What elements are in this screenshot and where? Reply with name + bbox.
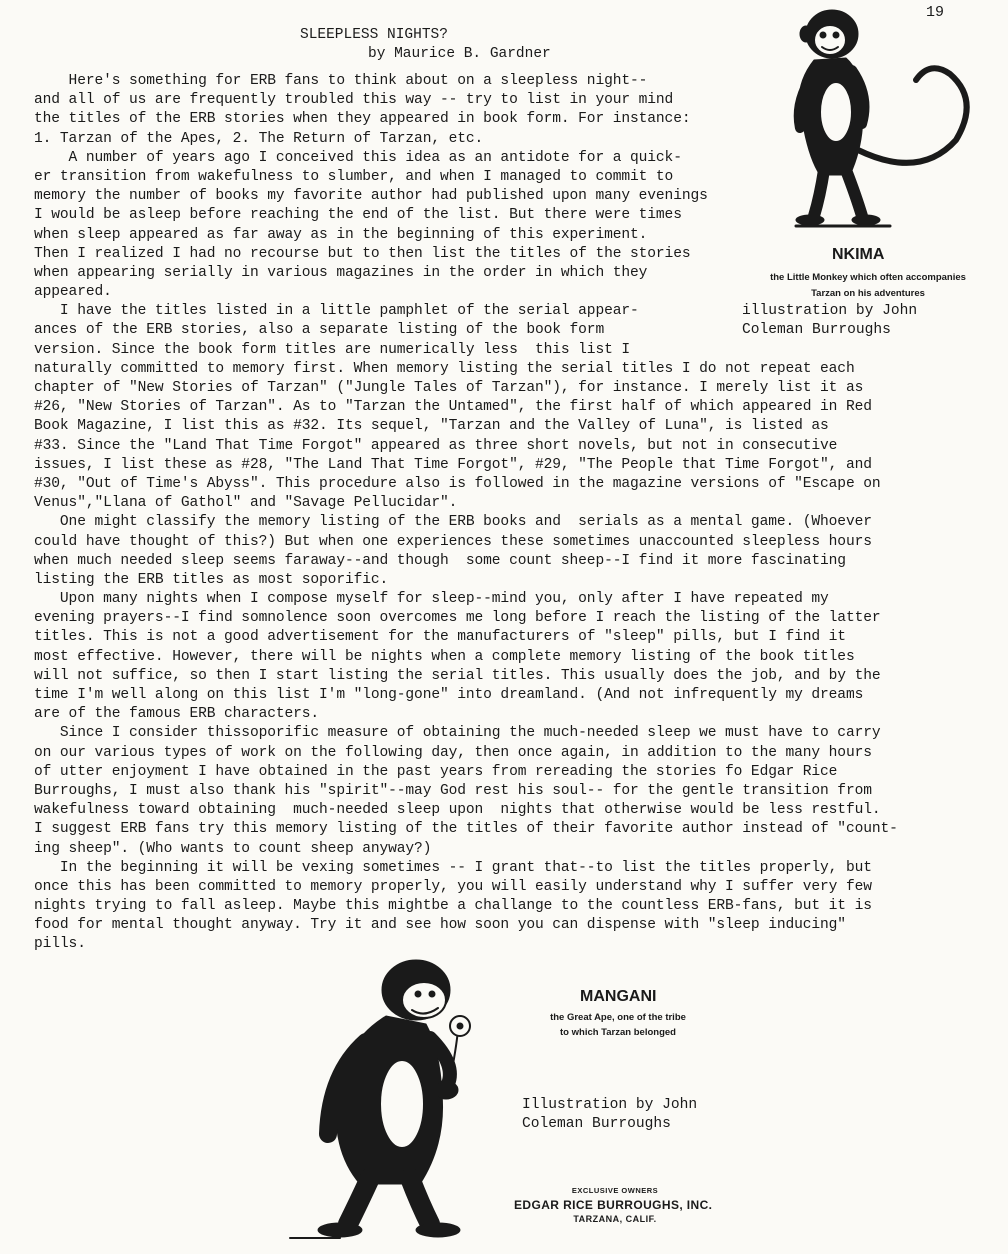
article-line: #26, "New Stories of Tarzan". As to "Tarzan the Untamed", the first half of which appeared in Red <box>34 399 872 416</box>
mangani-credit-line: Coleman Burroughs <box>522 1116 671 1132</box>
article-line: food for mental thought anyway. Try it and see how soon you can dispense with "sleep inducing" <box>34 917 846 934</box>
article-line: #30, "Out of Time's Abyss". This procedure also is followed in the magazine versions of "Escape on <box>34 475 881 492</box>
mangani-ape-illustration <box>270 954 510 1244</box>
article-line: the titles of the ERB stories when they appeared in book form. For instance: <box>34 111 691 128</box>
article-line: ing sheep". (Who wants to count sheep anyway?) <box>34 840 432 857</box>
article-title: SLEEPLESS NIGHTS? <box>300 27 448 43</box>
article-line: when appearing serially in various magazines in the order in which they <box>34 264 648 281</box>
article-header <box>300 26 551 64</box>
nkima-monkey-illustration <box>770 0 970 240</box>
article-line: 1. Tarzan of the Apes, 2. The Return of Tarzan, etc. <box>34 130 484 147</box>
article-line: most effective. However, there will be nights when a complete memory listing of the book titles <box>34 648 855 665</box>
article-line: on our various types of work on the following day, then once again, in addition to the many hours <box>34 744 872 761</box>
article-line: Since I consider thissoporific measure of obtaining the much-needed sleep we must have to carry <box>34 725 881 742</box>
article-line: evening prayers--I find somnolence soon overcomes me long before I reach the listing of the latter <box>34 610 881 627</box>
article-line: ances of the ERB stories, also a separate listing of the book form <box>34 322 605 339</box>
article-line: Here's something for ERB fans to think about on a sleepless night-- <box>34 73 648 89</box>
article-line: titles. This is not a good advertisement for the manufacturers of "sleep" pills, but I find it <box>34 629 846 646</box>
nkima-caption-title: NKIMA <box>832 246 885 263</box>
article-line: are of the famous ERB characters. <box>34 706 320 723</box>
article-line: listing the ERB titles as most soporific. <box>34 571 389 588</box>
article-line: #33. Since the "Land That Time Forgot" appeared as three short novels, but not in consecutive <box>34 437 838 454</box>
mangani-credit-line: Illustration by John <box>522 1097 698 1113</box>
article-line: Venus","Llana of Gathol" and "Savage Pellucidar". <box>34 495 458 512</box>
article-line: of utter enjoyment I have obtained in the past years from rereading the stories fo Edgar Rice <box>34 763 838 780</box>
owners-place: TARZANA, CALIF. <box>573 1214 657 1224</box>
article-line: wakefulness toward obtaining much-needed sleep upon nights that otherwise would be less restful. <box>34 802 881 819</box>
article-line: Then I realized I had no recourse but to then list the titles of the stories <box>34 245 691 262</box>
article-line: Upon many nights when I compose myself for sleep--mind you, only after I have repeated my <box>34 591 829 608</box>
article-line: pills. <box>34 936 86 953</box>
nkima-caption-subtitle <box>738 270 998 302</box>
nkima-credit-line: illustration by John <box>742 303 918 319</box>
article-byline: by Maurice B. Gardner <box>368 46 551 62</box>
article-line: er transition from wakefulness to slumber, and when I managed to commit to <box>34 168 674 185</box>
mangani-caption-subtitle-line: to which Tarzan belonged <box>560 1027 676 1038</box>
article-line: and all of us are frequently troubled this way -- try to list in your mind <box>34 92 674 109</box>
mangani-caption-title: MANGANI <box>580 988 657 1005</box>
article-line: version. Since the book form titles are numerically less this list I <box>34 341 630 358</box>
article-line: memory the number of books my favorite author had published upon many evenings <box>34 188 708 205</box>
article-line: Burroughs, I must also thank his "spirit"--may God rest his soul-- for the gentle transition from <box>34 782 872 799</box>
owners-name: EDGAR RICE BURROUGHS, INC. <box>514 1198 713 1212</box>
mangani-caption-subtitle-line: the Great Ape, one of the tribe <box>550 1012 686 1023</box>
article-line: once this has been committed to memory properly, you will easily understand why I suffer very few <box>34 878 872 895</box>
article-line: issues, I list these as #28, "The Land That Time Forgot", #29, "The People that Time Forgot", and <box>34 456 872 473</box>
article-line: I would be asleep before reaching the end of the list. But there were times <box>34 207 682 224</box>
article-line: In the beginning it will be vexing sometimes -- I grant that--to list the titles properly, but <box>34 859 872 876</box>
article-line: I suggest ERB fans try this memory listing of the titles of their favorite author instead of "count- <box>34 821 898 838</box>
article-line: chapter of "New Stories of Tarzan" ("Jungle Tales of Tarzan"), for instance. I merely list it as <box>34 380 864 396</box>
nkima-caption-subtitle-line: the Little Monkey which often accompanies <box>770 272 966 283</box>
mangani-illustration-credit <box>522 1096 697 1134</box>
page-number: 19 <box>926 4 945 21</box>
article-line: could have thought of this?) But when one experiences these sometimes unaccounted sleepless hours <box>34 533 872 550</box>
nkima-caption-subtitle-line: Tarzan on his adventures <box>811 288 925 299</box>
article-line: Book Magazine, I list this as #32. Its sequel, "Tarzan and the Valley of Luna", is listed as <box>34 418 829 435</box>
article-line: nights trying to fall asleep. Maybe this mightbe a challange to the countless ERB-fans, but it is <box>34 898 872 915</box>
article-line: time I'm well along on this list I'm "long-gone" into dreamland. (And not infrequently my dreams <box>34 687 864 703</box>
article-line: when sleep appeared as far away as in the beginning of this experiment. <box>34 226 648 243</box>
article-line: One might classify the memory listing of the ERB books and serials as a mental game. (Whoever <box>34 514 872 531</box>
article-line: when much needed sleep seems faraway--and though some count sheep--I find it more fascinating <box>34 552 846 569</box>
article-line: I have the titles listed in a little pamphlet of the serial appear- <box>34 303 639 320</box>
nkima-credit-line: Coleman Burroughs <box>742 322 891 339</box>
article-line: will not suffice, so then I start listing the serial titles. This usually does the job, and by the <box>34 667 881 684</box>
owners-label: EXCLUSIVE OWNERS <box>571 1186 659 1195</box>
article-line: A number of years ago I conceived this idea as an antidote for a quick- <box>34 149 682 166</box>
nkima-illustration-credit <box>742 302 917 340</box>
mangani-caption-subtitle <box>518 1010 718 1040</box>
article-line: naturally committed to memory first. When memory listing the serial titles I do not repeat each <box>34 360 855 377</box>
article-line: appeared. <box>34 284 112 301</box>
